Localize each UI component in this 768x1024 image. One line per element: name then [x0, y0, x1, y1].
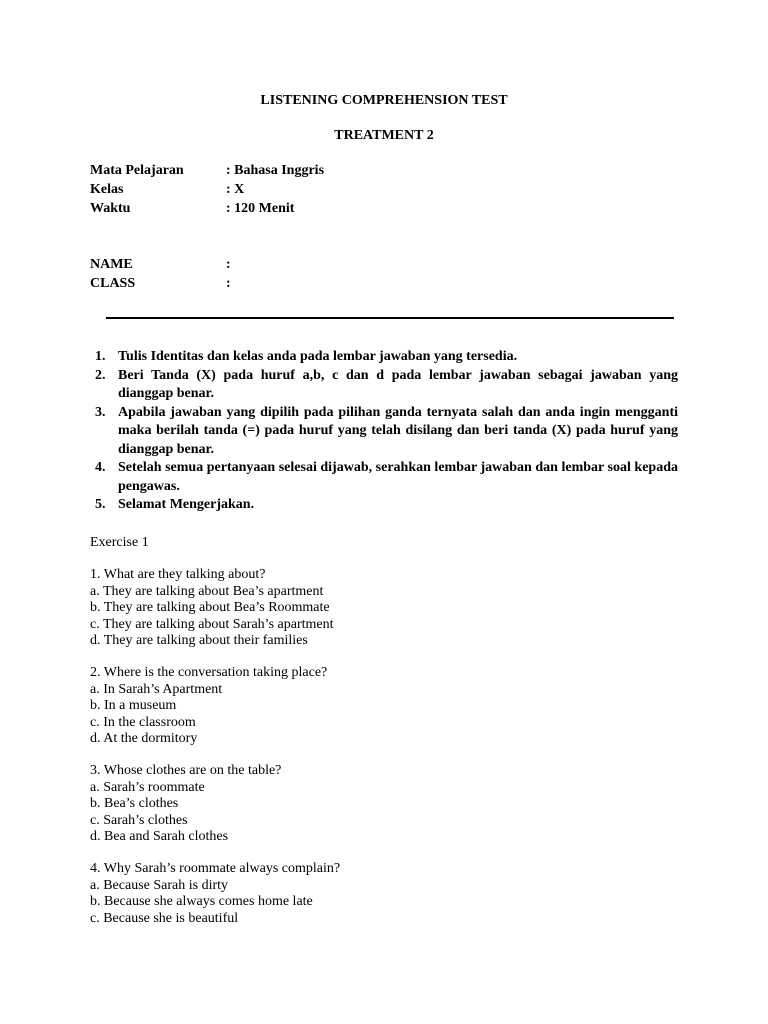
- student-name-value: :: [226, 257, 231, 272]
- horizontal-divider: [106, 317, 674, 319]
- instruction-number: 5.: [95, 497, 106, 512]
- answer-option: c. They are talking about Sarah’s apartment: [90, 616, 334, 632]
- answer-option: a. In Sarah’s Apartment: [90, 681, 223, 697]
- student-class-label: CLASS: [90, 276, 136, 291]
- instruction-item: [90, 404, 678, 460]
- instruction-item: [90, 496, 678, 515]
- meta-value: : 120 Menit: [226, 201, 295, 216]
- question-block-2: [90, 665, 327, 748]
- instruction-text: Setelah semua pertanyaan selesai dijawab, serahkan lembar jawaban dan lembar soal kepada pengawas.: [118, 460, 678, 494]
- answer-option: d. They are talking about their families: [90, 633, 308, 648]
- question-block-4: [90, 861, 340, 927]
- answer-option: a. Sarah’s roommate: [90, 779, 205, 795]
- answer-option: d. Bea and Sarah clothes: [90, 829, 229, 844]
- answer-option: b. Because she always comes home late: [90, 894, 313, 909]
- meta-value: : Bahasa Inggris: [226, 163, 325, 178]
- instruction-number: 2.: [95, 367, 106, 383]
- instruction-number: 1.: [95, 349, 106, 364]
- question-block-3: [90, 763, 281, 846]
- answer-option: b. They are talking about Bea’s Roommate: [90, 600, 330, 615]
- student-name-label: NAME: [90, 257, 133, 272]
- answer-option: c. Sarah’s clothes: [90, 812, 188, 828]
- instruction-text: Tulis Identitas dan kelas anda pada lembar jawaban yang tersedia.: [118, 349, 518, 364]
- instruction-text: Apabila jawaban yang dipilih pada pilihan ganda ternyata salah dan anda ingin mengganti maka berilah tanda (=) pada huruf yang telah disilang dan beri tanda (X) pada huruf yang dianggap benar.: [118, 404, 678, 457]
- question-text: 3. Whose clothes are on the table?: [90, 763, 282, 778]
- question-text: 2. Where is the conversation taking place?: [90, 665, 328, 680]
- answer-option: b. Bea’s clothes: [90, 796, 179, 811]
- page-subtitle: TREATMENT 2: [334, 128, 434, 143]
- answer-option: a. They are talking about Bea’s apartment: [90, 583, 324, 599]
- answer-option: c. In the classroom: [90, 714, 196, 730]
- meta-label: Waktu: [90, 201, 131, 216]
- answer-option: c. Because she is beautiful: [90, 910, 239, 926]
- instruction-number: 4.: [95, 460, 106, 475]
- instruction-item: [90, 367, 678, 404]
- instruction-item: [90, 348, 678, 367]
- meta-label: Kelas: [90, 182, 124, 197]
- instruction-number: 3.: [95, 404, 106, 420]
- instruction-list: [90, 348, 678, 515]
- instruction-text: Beri Tanda (X) pada huruf a,b, c dan d pada lembar jawaban sebagai jawaban yang dianggap benar.: [118, 367, 678, 401]
- instruction-item: [90, 459, 678, 496]
- meta-label: Mata Pelajaran: [90, 163, 184, 178]
- instruction-text: Selamat Mengerjakan.: [118, 497, 255, 512]
- question-text: 1. What are they talking about?: [90, 567, 266, 582]
- answer-option: a. Because Sarah is dirty: [90, 877, 229, 893]
- answer-option: d. At the dormitory: [90, 731, 198, 746]
- answer-option: b. In a museum: [90, 698, 177, 713]
- student-class-value: :: [226, 276, 231, 291]
- page-title: LISTENING COMPREHENSION TEST: [260, 93, 508, 108]
- exercise-heading: Exercise 1: [90, 535, 149, 550]
- question-block-1: [90, 567, 334, 650]
- meta-value: : X: [226, 182, 245, 197]
- question-text: 4. Why Sarah’s roommate always complain?: [90, 861, 341, 876]
